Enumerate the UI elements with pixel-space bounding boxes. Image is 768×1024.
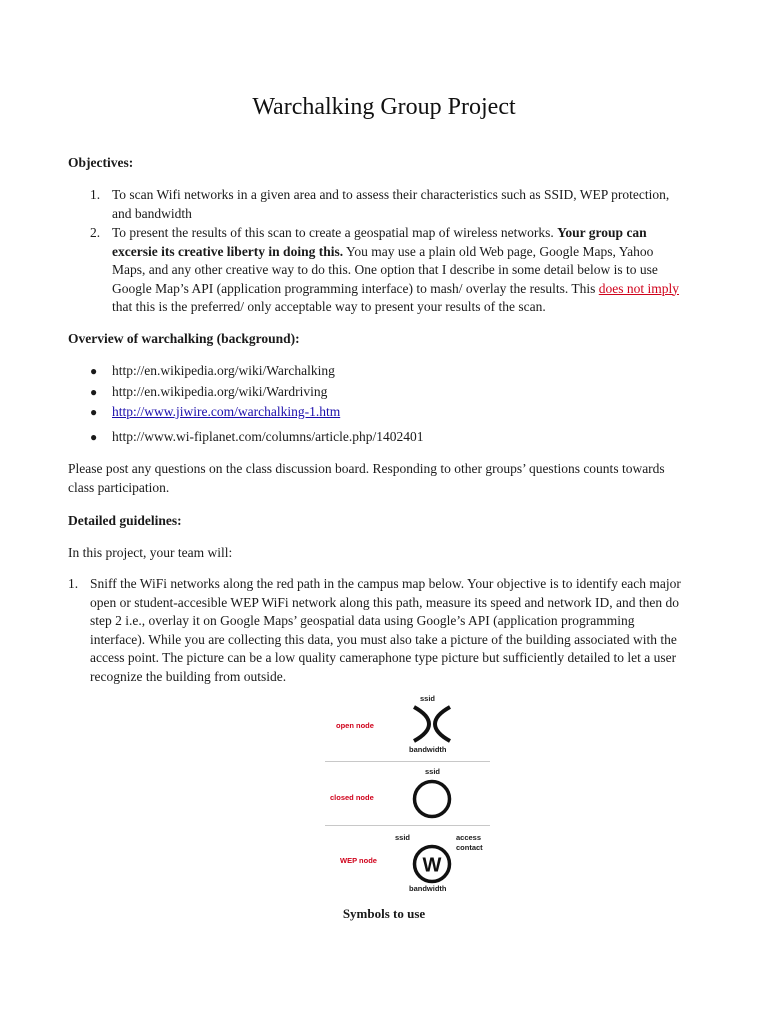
- objective-text-plain: Google Map’s API (application programming interface) to mash/ overlay the results. This: [112, 280, 599, 296]
- bullet-icon: ●: [90, 364, 98, 378]
- objective-text-plain: To present the results of this scan to create a geospatial map of wireless networks.: [112, 225, 558, 240]
- objective-line: and bandwidth: [112, 205, 192, 221]
- guideline-line: open or student-accesible WEP WiFi network along this path, measure its speed and network ID, and then do: [90, 594, 679, 610]
- open-node-symbol: [408, 704, 456, 744]
- wep-node-bandwidth-label: bandwidth: [409, 884, 447, 893]
- reference-url: http://en.wikipedia.org/wiki/Warchalking: [112, 363, 335, 378]
- objective-line: [112, 280, 702, 299]
- objective-text-plain: You may use a plain old Web page, Google Maps, Yahoo: [343, 243, 654, 259]
- objective-text: [112, 186, 702, 223]
- guideline-line: step 2 i.e., overlay it on Google Maps’ geospatial data using Google’s API (application programming: [90, 613, 635, 628]
- objective-text-bold: excersie its creative liberty in doing this.: [112, 243, 344, 259]
- wep-node-ssid-label: ssid: [395, 833, 411, 842]
- figure-caption: Symbols to use: [342, 906, 426, 921]
- objective-line: Maps, and any other creative way to do this. One option that I describe in some detail below is to use: [112, 262, 658, 277]
- bullet-icon: ●: [90, 430, 98, 444]
- guidelines-heading: Detailed guidelines:: [68, 513, 182, 528]
- objectives-heading: Objectives:: [68, 155, 134, 170]
- objective-text-bold: Your group can: [557, 225, 647, 240]
- wep-node-label: WEP node: [340, 856, 377, 865]
- guidelines-intro: In this project, your team will:: [68, 545, 233, 560]
- closed-node-ssid-label: ssid: [425, 767, 441, 776]
- objective-line: To scan Wifi networks in a given area and to assess their characteristics such as SSID, WEP protection,: [112, 187, 670, 202]
- bullet-icon: ●: [90, 405, 98, 419]
- does-not-imply-emphasis: does not imply: [598, 280, 680, 296]
- objective-text: [112, 224, 702, 317]
- figure-divider: [325, 761, 490, 762]
- open-node-bandwidth-label: bandwidth: [409, 745, 447, 754]
- jiwire-link[interactable]: http://www.jiwire.com/warchalking-1.htm: [112, 404, 341, 419]
- wep-node-symbol: [411, 843, 453, 885]
- guideline-number: 1.: [68, 576, 79, 591]
- guideline-text: [90, 575, 710, 686]
- discussion-note-line: Please post any questions on the class discussion board. Responding to other groups’ questions counts towards: [68, 461, 665, 476]
- objective-line: [112, 224, 702, 243]
- guideline-line: access point. The picture can be a low quality cameraphone type picture but sufficiently detailed to let a user: [90, 650, 677, 665]
- wep-letter: W: [422, 854, 442, 877]
- figure-divider: [325, 825, 490, 826]
- discussion-note-line: class participation.: [68, 479, 170, 495]
- wep-node-contact-label: contact: [456, 843, 483, 852]
- closed-node-symbol: [411, 778, 453, 820]
- closed-node-label: closed node: [330, 793, 374, 802]
- guideline-line: interface). While you are collecting this data, you must also take a picture of the building associated with the: [90, 631, 677, 647]
- document-title: Warchalking Group Project: [252, 94, 516, 120]
- open-node-label: open node: [336, 721, 374, 730]
- reference-url: http://www.wi-fiplanet.com/columns/article.php/1402401: [112, 429, 424, 444]
- wep-node-access-label: access: [456, 833, 482, 842]
- discussion-note: [68, 460, 708, 497]
- guideline-line: Sniff the WiFi networks along the red path in the campus map below. Your objective is to identify each major: [90, 576, 681, 591]
- objective-line: [112, 243, 702, 262]
- reference-url: http://en.wikipedia.org/wiki/Wardriving: [112, 384, 328, 399]
- objective-line: that this is the preferred/ only acceptable way to present your results of the scan.: [112, 299, 546, 314]
- guideline-line: recognize the building from outside.: [90, 668, 287, 684]
- objective-number: 1.: [90, 187, 101, 202]
- overview-heading: Overview of warchalking (background):: [68, 331, 300, 346]
- open-node-ssid-label: ssid: [420, 694, 436, 703]
- bullet-icon: ●: [90, 385, 98, 399]
- objective-number: 2.: [90, 225, 101, 240]
